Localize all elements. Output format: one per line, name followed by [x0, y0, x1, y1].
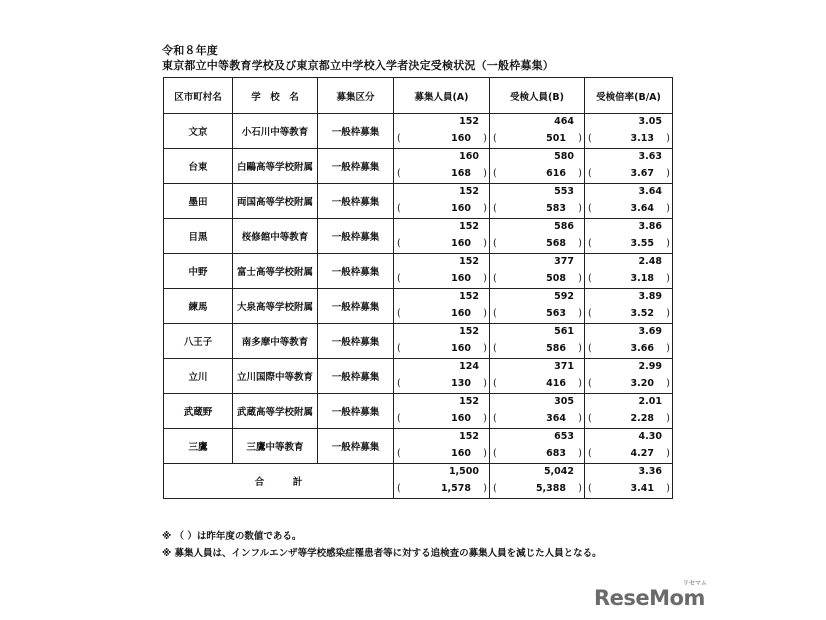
value-examinees: 464	[554, 116, 574, 127]
close-paren: )	[578, 238, 582, 249]
close-paren: )	[666, 203, 670, 214]
value-ratio: 3.05	[638, 116, 662, 127]
value-ratio: 3.89	[638, 291, 662, 302]
cell-capacity-previous-year	[394, 446, 490, 464]
table-row	[164, 254, 673, 272]
cell-school: 南多摩中等教育	[233, 324, 318, 359]
cell-ratio-previous-year	[585, 166, 673, 184]
table-row	[164, 219, 673, 237]
open-paren: (	[397, 343, 401, 354]
cell-ratio-previous-year	[585, 376, 673, 394]
cell-capacity	[394, 464, 490, 482]
cell-ratio	[585, 324, 673, 342]
open-paren: (	[493, 378, 497, 389]
cell-ratio	[585, 184, 673, 202]
cell-ratio	[585, 359, 673, 377]
cell-examinees-previous-year	[490, 201, 585, 219]
close-paren: )	[578, 308, 582, 319]
cell-examinees	[490, 429, 585, 447]
cell-capacity-previous-year	[394, 166, 490, 184]
cell-type: 一般枠募集	[318, 429, 394, 464]
cell-examinees-previous-year	[490, 411, 585, 429]
cell-school: 小石川中等教育	[233, 114, 318, 149]
close-paren: )	[666, 483, 670, 494]
cell-area: 練馬	[164, 289, 233, 324]
value-capacity: 152	[459, 396, 479, 407]
results-table	[163, 77, 673, 499]
value-examinees-previous-year: 508	[546, 273, 566, 284]
cell-capacity-previous-year	[394, 481, 490, 499]
cell-ratio-previous-year	[585, 131, 673, 149]
logo-subtext: リセマム	[682, 580, 707, 587]
value-capacity: 152	[459, 291, 479, 302]
cell-ratio-previous-year	[585, 236, 673, 254]
value-capacity-previous-year: 160	[451, 203, 471, 214]
value-ratio-previous-year: 3.41	[630, 483, 654, 494]
cell-examinees-previous-year	[490, 376, 585, 394]
cell-examinees	[490, 464, 585, 482]
open-paren: (	[493, 483, 497, 494]
value-examinees-previous-year: 583	[546, 203, 566, 214]
close-paren: )	[483, 448, 487, 459]
cell-ratio-previous-year	[585, 411, 673, 429]
cell-examinees	[490, 184, 585, 202]
value-capacity-previous-year: 160	[451, 413, 471, 424]
cell-capacity-previous-year	[394, 201, 490, 219]
value-examinees: 580	[554, 151, 574, 162]
open-paren: (	[588, 378, 592, 389]
open-paren: (	[588, 483, 592, 494]
column-header-type: 募集区分	[318, 78, 394, 114]
cell-area: 台東	[164, 149, 233, 184]
table-row	[164, 324, 673, 342]
cell-capacity-previous-year	[394, 411, 490, 429]
value-examinees: 592	[554, 291, 574, 302]
cell-school: 三鷹中等教育	[233, 429, 318, 464]
value-ratio-previous-year: 3.18	[630, 273, 654, 284]
footnote-capacity: ※ 募集人員は、インフルエンザ等学校感染症罹患者等に対する追検査の募集人員を減じた人員となる。	[162, 548, 602, 559]
cell-capacity-previous-year	[394, 306, 490, 324]
cell-examinees-previous-year	[490, 341, 585, 359]
table-row	[164, 429, 673, 447]
cell-ratio	[585, 429, 673, 447]
close-paren: )	[666, 308, 670, 319]
value-examinees-previous-year: 616	[546, 168, 566, 179]
open-paren: (	[493, 413, 497, 424]
cell-examinees	[490, 114, 585, 132]
value-examinees: 5,042	[543, 466, 574, 477]
open-paren: (	[588, 343, 592, 354]
close-paren: )	[578, 448, 582, 459]
cell-area: 八王子	[164, 324, 233, 359]
close-paren: )	[483, 238, 487, 249]
value-ratio: 2.01	[638, 396, 662, 407]
close-paren: )	[578, 168, 582, 179]
cell-ratio-previous-year	[585, 446, 673, 464]
cell-examinees	[490, 359, 585, 377]
cell-type: 一般枠募集	[318, 149, 394, 184]
value-ratio: 3.69	[638, 326, 662, 337]
value-capacity-previous-year: 160	[451, 308, 471, 319]
value-capacity-previous-year: 160	[451, 133, 471, 144]
cell-school: 大泉高等学校附属	[233, 289, 318, 324]
close-paren: )	[483, 483, 487, 494]
cell-examinees-previous-year	[490, 446, 585, 464]
cell-ratio	[585, 289, 673, 307]
value-ratio: 2.99	[638, 361, 662, 372]
open-paren: (	[493, 343, 497, 354]
cell-capacity	[394, 359, 490, 377]
value-capacity-previous-year: 1,578	[440, 483, 471, 494]
value-ratio: 3.63	[638, 151, 662, 162]
cell-school: 立川国際中等教育	[233, 359, 318, 394]
cell-area: 文京	[164, 114, 233, 149]
cell-capacity	[394, 324, 490, 342]
value-examinees-previous-year: 501	[546, 133, 566, 144]
close-paren: )	[666, 168, 670, 179]
table-row	[164, 184, 673, 202]
cell-type: 一般枠募集	[318, 184, 394, 219]
cell-ratio	[585, 114, 673, 132]
close-paren: )	[666, 448, 670, 459]
table-row	[164, 289, 673, 307]
open-paren: (	[588, 203, 592, 214]
cell-school: 桜修館中等教育	[233, 219, 318, 254]
open-paren: (	[493, 273, 497, 284]
close-paren: )	[666, 378, 670, 389]
cell-ratio	[585, 464, 673, 482]
column-header-ratio: 受検倍率(B/A)	[585, 78, 673, 114]
value-capacity: 152	[459, 326, 479, 337]
open-paren: (	[493, 238, 497, 249]
cell-school: 両国高等学校附属	[233, 184, 318, 219]
cell-ratio-previous-year	[585, 271, 673, 289]
resemom-logo	[594, 580, 707, 610]
value-capacity: 152	[459, 116, 479, 127]
close-paren: )	[483, 413, 487, 424]
cell-capacity	[394, 184, 490, 202]
close-paren: )	[483, 343, 487, 354]
cell-examinees-previous-year	[490, 166, 585, 184]
open-paren: (	[493, 203, 497, 214]
cell-capacity	[394, 289, 490, 307]
value-examinees: 586	[554, 221, 574, 232]
value-examinees: 653	[554, 431, 574, 442]
value-capacity-previous-year: 160	[451, 273, 471, 284]
value-examinees-previous-year: 5,388	[535, 483, 566, 494]
open-paren: (	[588, 413, 592, 424]
cell-ratio	[585, 219, 673, 237]
close-paren: )	[578, 133, 582, 144]
cell-capacity	[394, 114, 490, 132]
table-header-row	[164, 78, 673, 114]
cell-area: 中野	[164, 254, 233, 289]
value-examinees: 561	[554, 326, 574, 337]
cell-ratio-previous-year	[585, 341, 673, 359]
value-capacity: 152	[459, 256, 479, 267]
value-capacity-previous-year: 160	[451, 448, 471, 459]
cell-area: 武蔵野	[164, 394, 233, 429]
cell-capacity-previous-year	[394, 236, 490, 254]
value-capacity-previous-year: 130	[451, 378, 471, 389]
close-paren: )	[578, 203, 582, 214]
value-capacity: 1,500	[448, 466, 479, 477]
column-header-examinees: 受検人員(B)	[490, 78, 585, 114]
cell-capacity-previous-year	[394, 131, 490, 149]
value-ratio: 3.64	[638, 186, 662, 197]
open-paren: (	[397, 203, 401, 214]
cell-examinees-previous-year	[490, 131, 585, 149]
close-paren: )	[666, 238, 670, 249]
open-paren: (	[397, 378, 401, 389]
value-ratio-previous-year: 3.20	[630, 378, 654, 389]
value-ratio: 2.48	[638, 256, 662, 267]
close-paren: )	[666, 273, 670, 284]
cell-examinees	[490, 324, 585, 342]
value-ratio-previous-year: 3.55	[630, 238, 654, 249]
close-paren: )	[578, 343, 582, 354]
close-paren: )	[483, 168, 487, 179]
cell-examinees-previous-year	[490, 306, 585, 324]
column-header-area: 区市町村名	[164, 78, 233, 114]
value-examinees-previous-year: 563	[546, 308, 566, 319]
cell-examinees-previous-year	[490, 271, 585, 289]
cell-type: 一般枠募集	[318, 359, 394, 394]
cell-ratio-previous-year	[585, 306, 673, 324]
close-paren: )	[483, 133, 487, 144]
cell-ratio-previous-year	[585, 481, 673, 499]
close-paren: )	[483, 203, 487, 214]
logo-text: ReseMom	[594, 586, 705, 610]
value-ratio-previous-year: 3.13	[630, 133, 654, 144]
value-ratio-previous-year: 3.66	[630, 343, 654, 354]
value-capacity: 152	[459, 186, 479, 197]
close-paren: )	[578, 378, 582, 389]
cell-capacity	[394, 149, 490, 167]
open-paren: (	[397, 273, 401, 284]
close-paren: )	[666, 413, 670, 424]
value-capacity: 160	[459, 151, 479, 162]
cell-area: 立川	[164, 359, 233, 394]
value-examinees: 371	[554, 361, 574, 372]
close-paren: )	[483, 308, 487, 319]
value-examinees: 305	[554, 396, 574, 407]
value-examinees-previous-year: 364	[546, 413, 566, 424]
value-capacity: 152	[459, 431, 479, 442]
cell-examinees	[490, 254, 585, 272]
cell-area: 目黒	[164, 219, 233, 254]
close-paren: )	[666, 343, 670, 354]
table-row	[164, 359, 673, 377]
footnote-previous-year: ※ （ ）は昨年度の数値である。	[162, 531, 302, 542]
cell-capacity-previous-year	[394, 376, 490, 394]
table-row	[164, 114, 673, 132]
open-paren: (	[493, 448, 497, 459]
value-ratio-previous-year: 3.64	[630, 203, 654, 214]
document-title: 東京都立中等教育学校及び東京都立中学校入学者決定受検状況（一般枠募集）	[162, 59, 554, 72]
close-paren: )	[483, 273, 487, 284]
cell-type: 一般枠募集	[318, 394, 394, 429]
cell-examinees-previous-year	[490, 236, 585, 254]
value-ratio: 3.36	[638, 466, 662, 477]
open-paren: (	[588, 448, 592, 459]
table-row	[164, 149, 673, 167]
open-paren: (	[397, 133, 401, 144]
cell-examinees	[490, 219, 585, 237]
cell-capacity	[394, 254, 490, 272]
cell-school: 武蔵高等学校附属	[233, 394, 318, 429]
cell-capacity	[394, 429, 490, 447]
cell-capacity-previous-year	[394, 341, 490, 359]
open-paren: (	[397, 413, 401, 424]
close-paren: )	[578, 483, 582, 494]
column-header-school: 学 校 名	[233, 78, 318, 114]
close-paren: )	[578, 273, 582, 284]
cell-examinees	[490, 149, 585, 167]
value-examinees: 377	[554, 256, 574, 267]
value-capacity-previous-year: 160	[451, 343, 471, 354]
table-row	[164, 394, 673, 412]
cell-capacity	[394, 219, 490, 237]
cell-type: 一般枠募集	[318, 254, 394, 289]
cell-examinees	[490, 289, 585, 307]
cell-ratio	[585, 149, 673, 167]
open-paren: (	[493, 133, 497, 144]
close-paren: )	[483, 378, 487, 389]
cell-capacity-previous-year	[394, 271, 490, 289]
cell-school: 富士高等学校附属	[233, 254, 318, 289]
total-row	[164, 464, 673, 482]
cell-type: 一般枠募集	[318, 114, 394, 149]
open-paren: (	[588, 308, 592, 319]
close-paren: )	[666, 133, 670, 144]
total-label: 合 計	[164, 464, 394, 499]
value-ratio-previous-year: 4.27	[630, 448, 654, 459]
cell-examinees-previous-year	[490, 481, 585, 499]
year-heading: 令和８年度	[162, 44, 218, 57]
open-paren: (	[588, 273, 592, 284]
cell-type: 一般枠募集	[318, 324, 394, 359]
cell-area: 墨田	[164, 184, 233, 219]
value-ratio: 3.86	[638, 221, 662, 232]
value-ratio-previous-year: 3.67	[630, 168, 654, 179]
open-paren: (	[588, 238, 592, 249]
value-examinees-previous-year: 568	[546, 238, 566, 249]
cell-type: 一般枠募集	[318, 219, 394, 254]
column-header-capacity: 募集人員(A)	[394, 78, 490, 114]
close-paren: )	[578, 413, 582, 424]
cell-ratio	[585, 254, 673, 272]
open-paren: (	[493, 308, 497, 319]
value-examinees: 553	[554, 186, 574, 197]
cell-ratio	[585, 394, 673, 412]
cell-school: 白鷗高等学校附属	[233, 149, 318, 184]
value-capacity-previous-year: 160	[451, 238, 471, 249]
value-capacity-previous-year: 168	[451, 168, 471, 179]
open-paren: (	[588, 168, 592, 179]
value-ratio-previous-year: 2.28	[630, 413, 654, 424]
open-paren: (	[588, 133, 592, 144]
value-examinees-previous-year: 683	[546, 448, 566, 459]
cell-capacity	[394, 394, 490, 412]
value-ratio: 4.30	[638, 431, 662, 442]
open-paren: (	[397, 483, 401, 494]
value-ratio-previous-year: 3.52	[630, 308, 654, 319]
cell-area: 三鷹	[164, 429, 233, 464]
cell-ratio-previous-year	[585, 201, 673, 219]
cell-type: 一般枠募集	[318, 289, 394, 324]
value-capacity: 152	[459, 221, 479, 232]
open-paren: (	[493, 168, 497, 179]
table-body	[164, 114, 673, 499]
cell-examinees	[490, 394, 585, 412]
value-examinees-previous-year: 416	[546, 378, 566, 389]
value-examinees-previous-year: 586	[546, 343, 566, 354]
value-capacity: 124	[459, 361, 479, 372]
open-paren: (	[397, 308, 401, 319]
open-paren: (	[397, 168, 401, 179]
open-paren: (	[397, 238, 401, 249]
open-paren: (	[397, 448, 401, 459]
